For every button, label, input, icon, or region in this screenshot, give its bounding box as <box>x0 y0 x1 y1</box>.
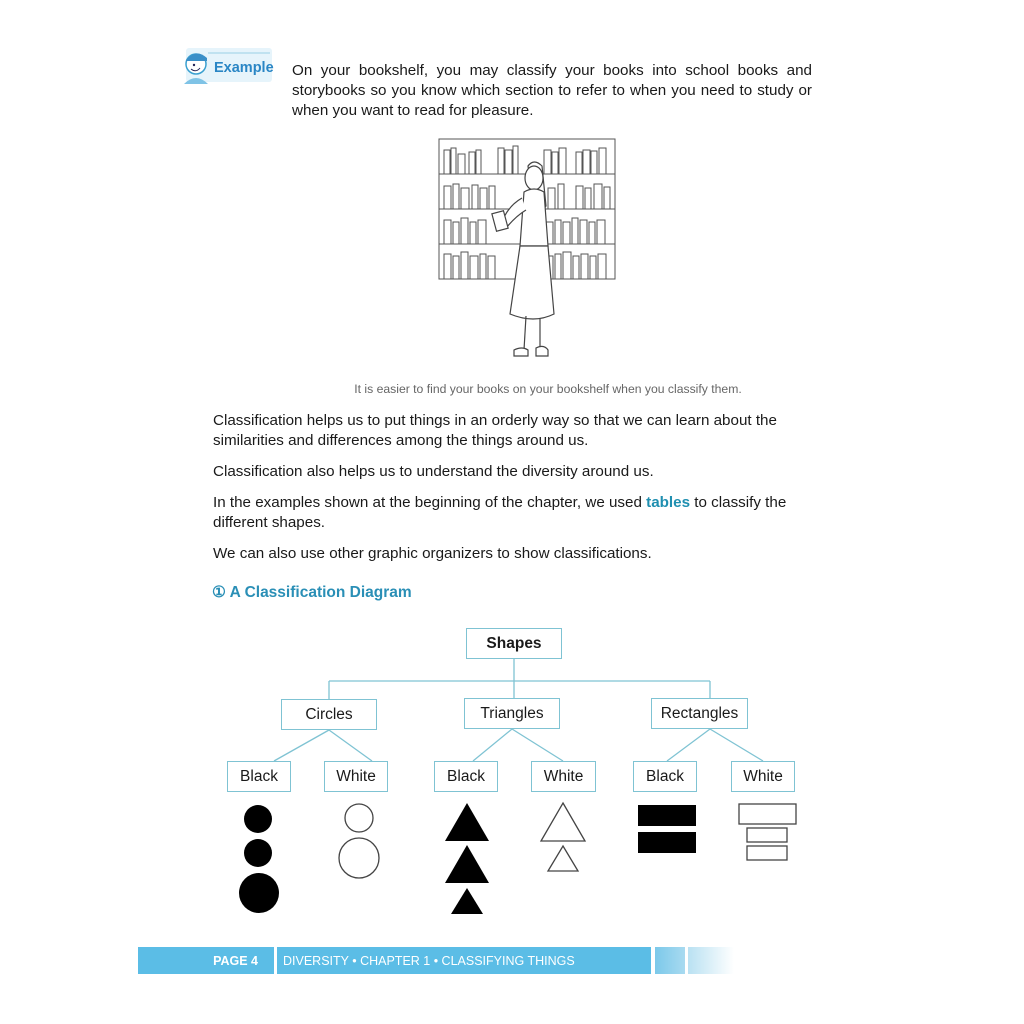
black-circle-large <box>239 873 279 913</box>
white-triangle-small <box>548 846 578 871</box>
footer-decoration-block <box>655 947 685 974</box>
white-circles <box>339 804 379 878</box>
black-rectangle-1 <box>638 805 696 826</box>
node-circles-black: Black <box>227 761 291 792</box>
tables-keyword: tables <box>646 494 691 511</box>
node-triangles: Triangles <box>464 698 560 729</box>
paragraph-tables <box>213 493 823 533</box>
node-rectangles-black: Black <box>633 761 697 792</box>
node-rectangles: Rectangles <box>651 698 748 729</box>
example-label: Example <box>214 60 274 76</box>
black-triangle-3 <box>451 888 483 914</box>
paragraph-diversity: Classification also helps us to understand the diversity around us. <box>213 463 654 480</box>
black-rectangle-2 <box>638 832 696 853</box>
paragraph-tables-text-2: to classify the different shapes. <box>213 494 787 531</box>
node-shapes: Shapes <box>466 628 562 659</box>
black-rectangles <box>638 805 696 853</box>
node-circles: Circles <box>281 699 377 730</box>
bookshelf-illustration <box>436 136 620 368</box>
footer-chapter-title: DIVERSITY • CHAPTER 1 • CLASSIFYING THINGS <box>277 947 651 974</box>
paragraph-graphic-organizers: We can also use other graphic organizers to show classifications. <box>213 545 652 562</box>
white-circle-large <box>339 838 379 878</box>
white-circle-small <box>345 804 373 832</box>
node-triangles-white: White <box>531 761 596 792</box>
illustration-caption: It is easier to find your books on your bookshelf when you classify them. <box>354 382 742 396</box>
white-rectangles <box>739 804 796 860</box>
white-triangles <box>541 803 585 871</box>
example-badge <box>180 44 280 86</box>
footer-decoration-fade <box>688 947 734 974</box>
paragraph-classification-purpose: Classification helps us to put things in an orderly way so that we can learn about the similarities and differences among the things around us. <box>213 412 777 449</box>
node-circles-white: White <box>324 761 388 792</box>
black-circles <box>239 805 279 913</box>
section-title: A Classification Diagram <box>229 584 412 601</box>
black-triangles <box>445 803 489 914</box>
section-number-icon: ① <box>212 584 226 601</box>
black-circle-small-1 <box>244 805 272 833</box>
example-text: On your bookshelf, you may classify your books into school books and storybooks so you know which section to refer to when you need to study or when you want to read for pleasure. <box>292 62 812 119</box>
bookshelf-girl-icon <box>436 136 620 368</box>
node-rectangles-white: White <box>731 761 795 792</box>
node-triangles-black: Black <box>434 761 498 792</box>
footer-page-number: PAGE 4 <box>138 947 274 974</box>
section-heading <box>212 583 412 602</box>
black-circle-small-2 <box>244 839 272 867</box>
white-triangle-large <box>541 803 585 841</box>
white-rectangle-large <box>739 804 796 824</box>
paragraph-tables-text-1: In the examples shown at the beginning of the chapter, we used <box>213 494 647 511</box>
white-rectangle-small-2 <box>747 846 787 860</box>
white-rectangle-small-1 <box>747 828 787 842</box>
black-triangle-1 <box>445 803 489 841</box>
black-triangle-2 <box>445 845 489 883</box>
